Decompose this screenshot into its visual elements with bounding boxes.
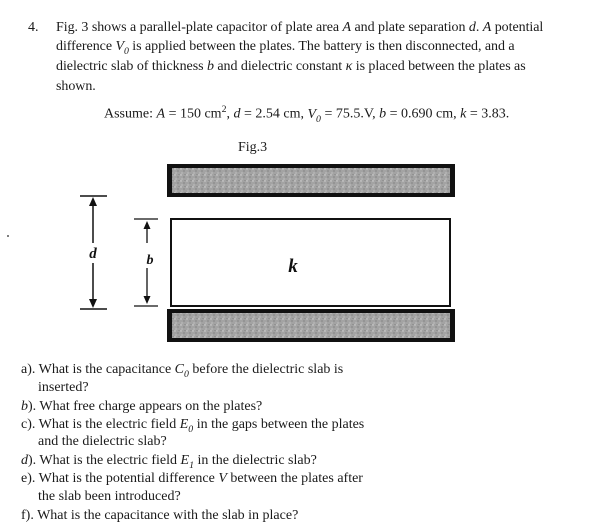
intro-line-1: Fig. 3 shows a parallel-plate capacitor of plate area A and plate separation d. A potential [56, 20, 544, 35]
intro-line-3: dielectric slab of thickness b and dielectric constant κ is placed between the plates as [56, 59, 526, 74]
assumptions: Assume: A = 150 $cm^2$, d = 2.54 cm, $V_0 = 75.5.V$, b = 0.690 cm, k = 3.83. [104, 104, 510, 125]
question-a: a). What is the capacitance $C_0$ before the dielectric slab is [21, 362, 344, 380]
question-e: e). What is the potential difference V between the plates after [21, 471, 363, 486]
question-b: b). What free charge appears on the plates? [21, 399, 263, 414]
problem-number: 4. [28, 20, 39, 35]
question-c-cont: and the dielectric slab? [38, 434, 167, 449]
question-f: f). What is the capacitance with the slab in place? [21, 508, 299, 523]
dielectric-slab [171, 219, 450, 306]
margin-dot [7, 235, 9, 237]
question-d: d). What is the electric field $E_1$ in the dielectric slab? [21, 453, 317, 471]
question-c: c). What is the electric field $E_0$ in the gaps between the plates [21, 417, 365, 435]
intro-line-4: shown. [56, 79, 96, 94]
question-e-cont: the slab been introduced? [38, 489, 181, 504]
intro-line-2: difference $V_0$ is applied between the plates. The battery is then disconnected, and a [56, 39, 515, 57]
label-b: b [146, 253, 154, 268]
bottom-plate [172, 313, 450, 338]
b-arrowhead-up [144, 221, 151, 229]
label-k: k [288, 256, 298, 277]
top-plate [172, 168, 450, 193]
figure-title: Fig.3 [238, 140, 268, 155]
b-arrowhead-down [144, 296, 151, 304]
question-a-cont: inserted? [38, 380, 89, 395]
d-arrowhead-up [89, 197, 97, 206]
d-arrowhead-down [89, 299, 97, 308]
label-d: d [89, 246, 97, 262]
